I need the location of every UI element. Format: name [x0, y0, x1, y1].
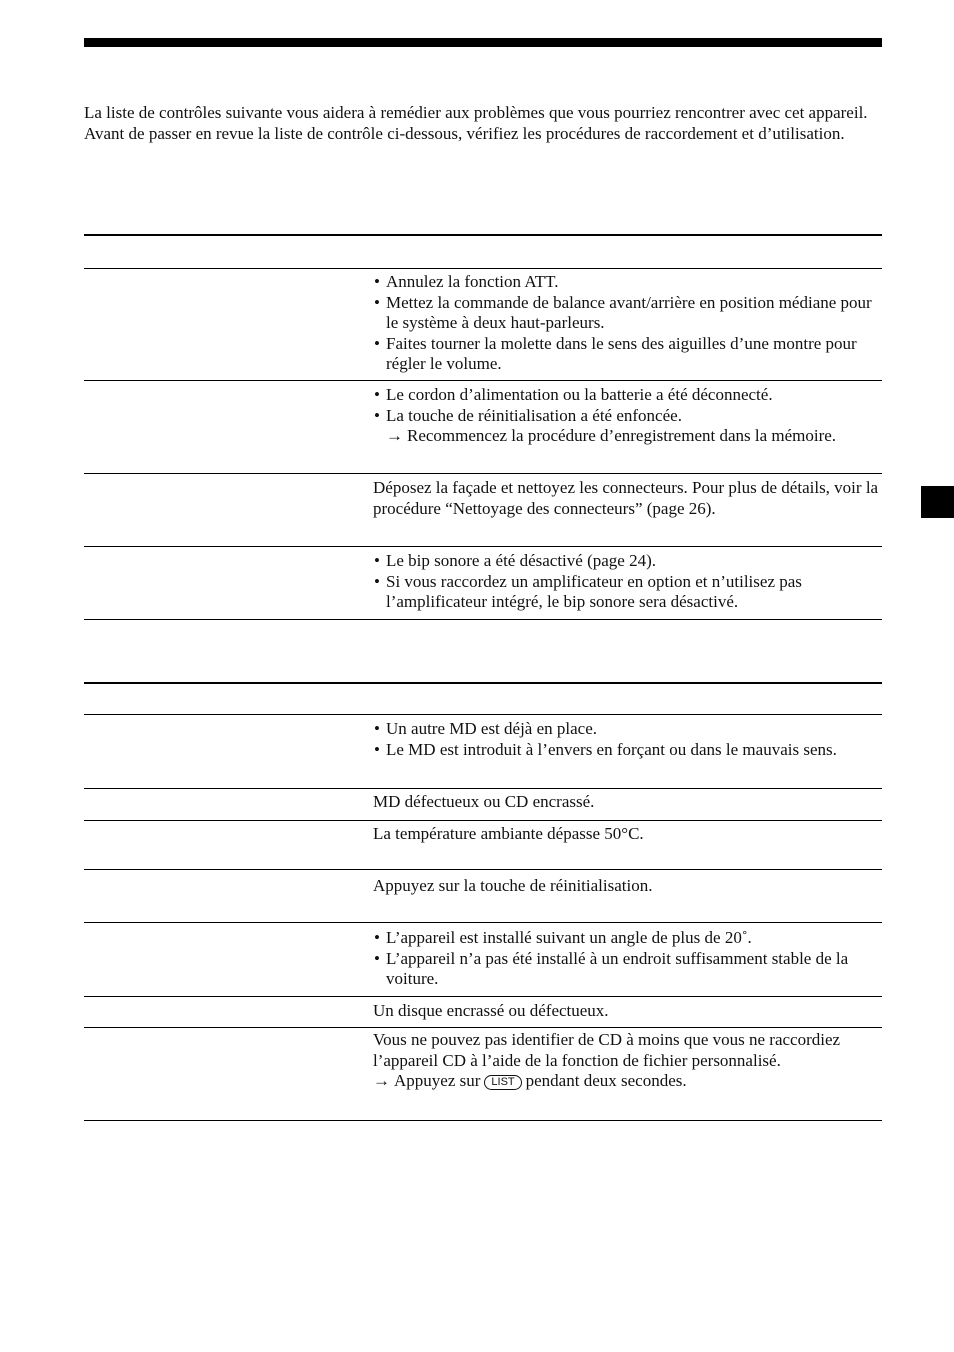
right-arrow-icon: → [373, 1071, 390, 1090]
intro-line-1: La liste de contrôles suivante vous aidera à remédier aux problèmes que vous pourriez rencontrer avec cet appareil. [84, 103, 868, 122]
general-remedy-4 [373, 551, 883, 613]
md-remedy-4 [373, 876, 883, 897]
list-item: • Un autre MD est déjà en place. [373, 719, 883, 740]
md-remedy-3 [373, 824, 883, 845]
right-arrow-icon: → [386, 426, 403, 445]
header-rule [84, 38, 882, 47]
list-item: • Le cordon d’alimentation ou la batterie a été déconnecté. [373, 385, 883, 406]
general-remedy-3 [373, 478, 883, 519]
list-item: • Le MD est introduit à l’envers en forçant ou dans le mauvais sens. [373, 740, 883, 761]
row-divider [84, 922, 882, 923]
md-remedy-5 [373, 928, 883, 990]
md-remedy-2 [373, 792, 883, 813]
list-item: • La touche de réinitialisation a été enfoncée. [373, 406, 883, 427]
list-item: • L’appareil n’a pas été installé à un endroit suffisamment stable de la voiture. [373, 949, 883, 990]
row-divider [84, 546, 882, 547]
arrow-instruction-text: pendant deux secondes. [525, 1071, 687, 1090]
general-table-bottom-rule [84, 619, 882, 620]
row-divider [84, 1027, 882, 1028]
md-remedy-7 [373, 1030, 883, 1092]
list-item: • Si vous raccordez un amplificateur en option et n’utilisez pas l’amplificateur intégré, le bip sonore sera désactivé. [373, 572, 883, 613]
arrow-instruction [373, 1071, 883, 1092]
general-header-rule [84, 268, 882, 269]
list-item: • Annulez la fonction ATT. [373, 272, 883, 293]
arrow-instruction-text: Recommencez la procédure d’enregistrement dans la mémoire. [407, 426, 837, 445]
md-table-bottom-rule [84, 1120, 882, 1121]
list-item: • Mettez la commande de balance avant/arrière en position médiane pour le système à deux haut-parleurs. [373, 293, 883, 334]
arrow-instruction [373, 426, 883, 447]
general-remedy-1 [373, 272, 883, 375]
general-remedy-2 [373, 385, 883, 447]
md-table-top-rule [84, 682, 882, 684]
remedy-text: Déposez la façade et nettoyez les connecteurs. Pour plus de détails, voir la procédure “Nettoyage des connecteurs” (page 26). [373, 478, 879, 518]
list-button-label: LIST [484, 1075, 521, 1090]
remedy-text: Appuyez sur la touche de réinitialisation. [373, 876, 653, 895]
intro-line-2: Avant de passer en revue la liste de contrôle ci-dessous, vérifiez les procédures de raccordement et d’utilisation. [84, 123, 845, 143]
remedy-text: La température ambiante dépasse 50°C. [373, 824, 644, 843]
intro-text [84, 103, 884, 144]
list-item: • L’appareil est installé suivant un angle de plus de 20˚. [373, 928, 883, 949]
row-divider [84, 869, 882, 870]
list-item: • Le bip sonore a été désactivé (page 24). [373, 551, 883, 572]
row-divider [84, 380, 882, 381]
remedy-text: Un disque encrassé ou défectueux. [373, 1001, 609, 1020]
row-divider [84, 820, 882, 821]
md-header-rule [84, 714, 882, 715]
row-divider [84, 473, 882, 474]
remedy-text: MD défectueux ou CD encrassé. [373, 792, 595, 811]
arrow-instruction-text: Appuyez sur [394, 1071, 481, 1090]
md-remedy-1 [373, 719, 883, 760]
list-item: • Faites tourner la molette dans le sens des aiguilles d’une montre pour régler le volume. [373, 334, 883, 375]
remedy-text: Vous ne pouvez pas identifier de CD à moins que vous ne raccordiez l’appareil CD à l’aide de la fonction de fichier personnalisé. [373, 1030, 841, 1070]
row-divider [84, 788, 882, 789]
md-remedy-6 [373, 1001, 883, 1022]
section-tab-marker [921, 486, 954, 518]
general-table-top-rule [84, 234, 882, 236]
row-divider [84, 996, 882, 997]
